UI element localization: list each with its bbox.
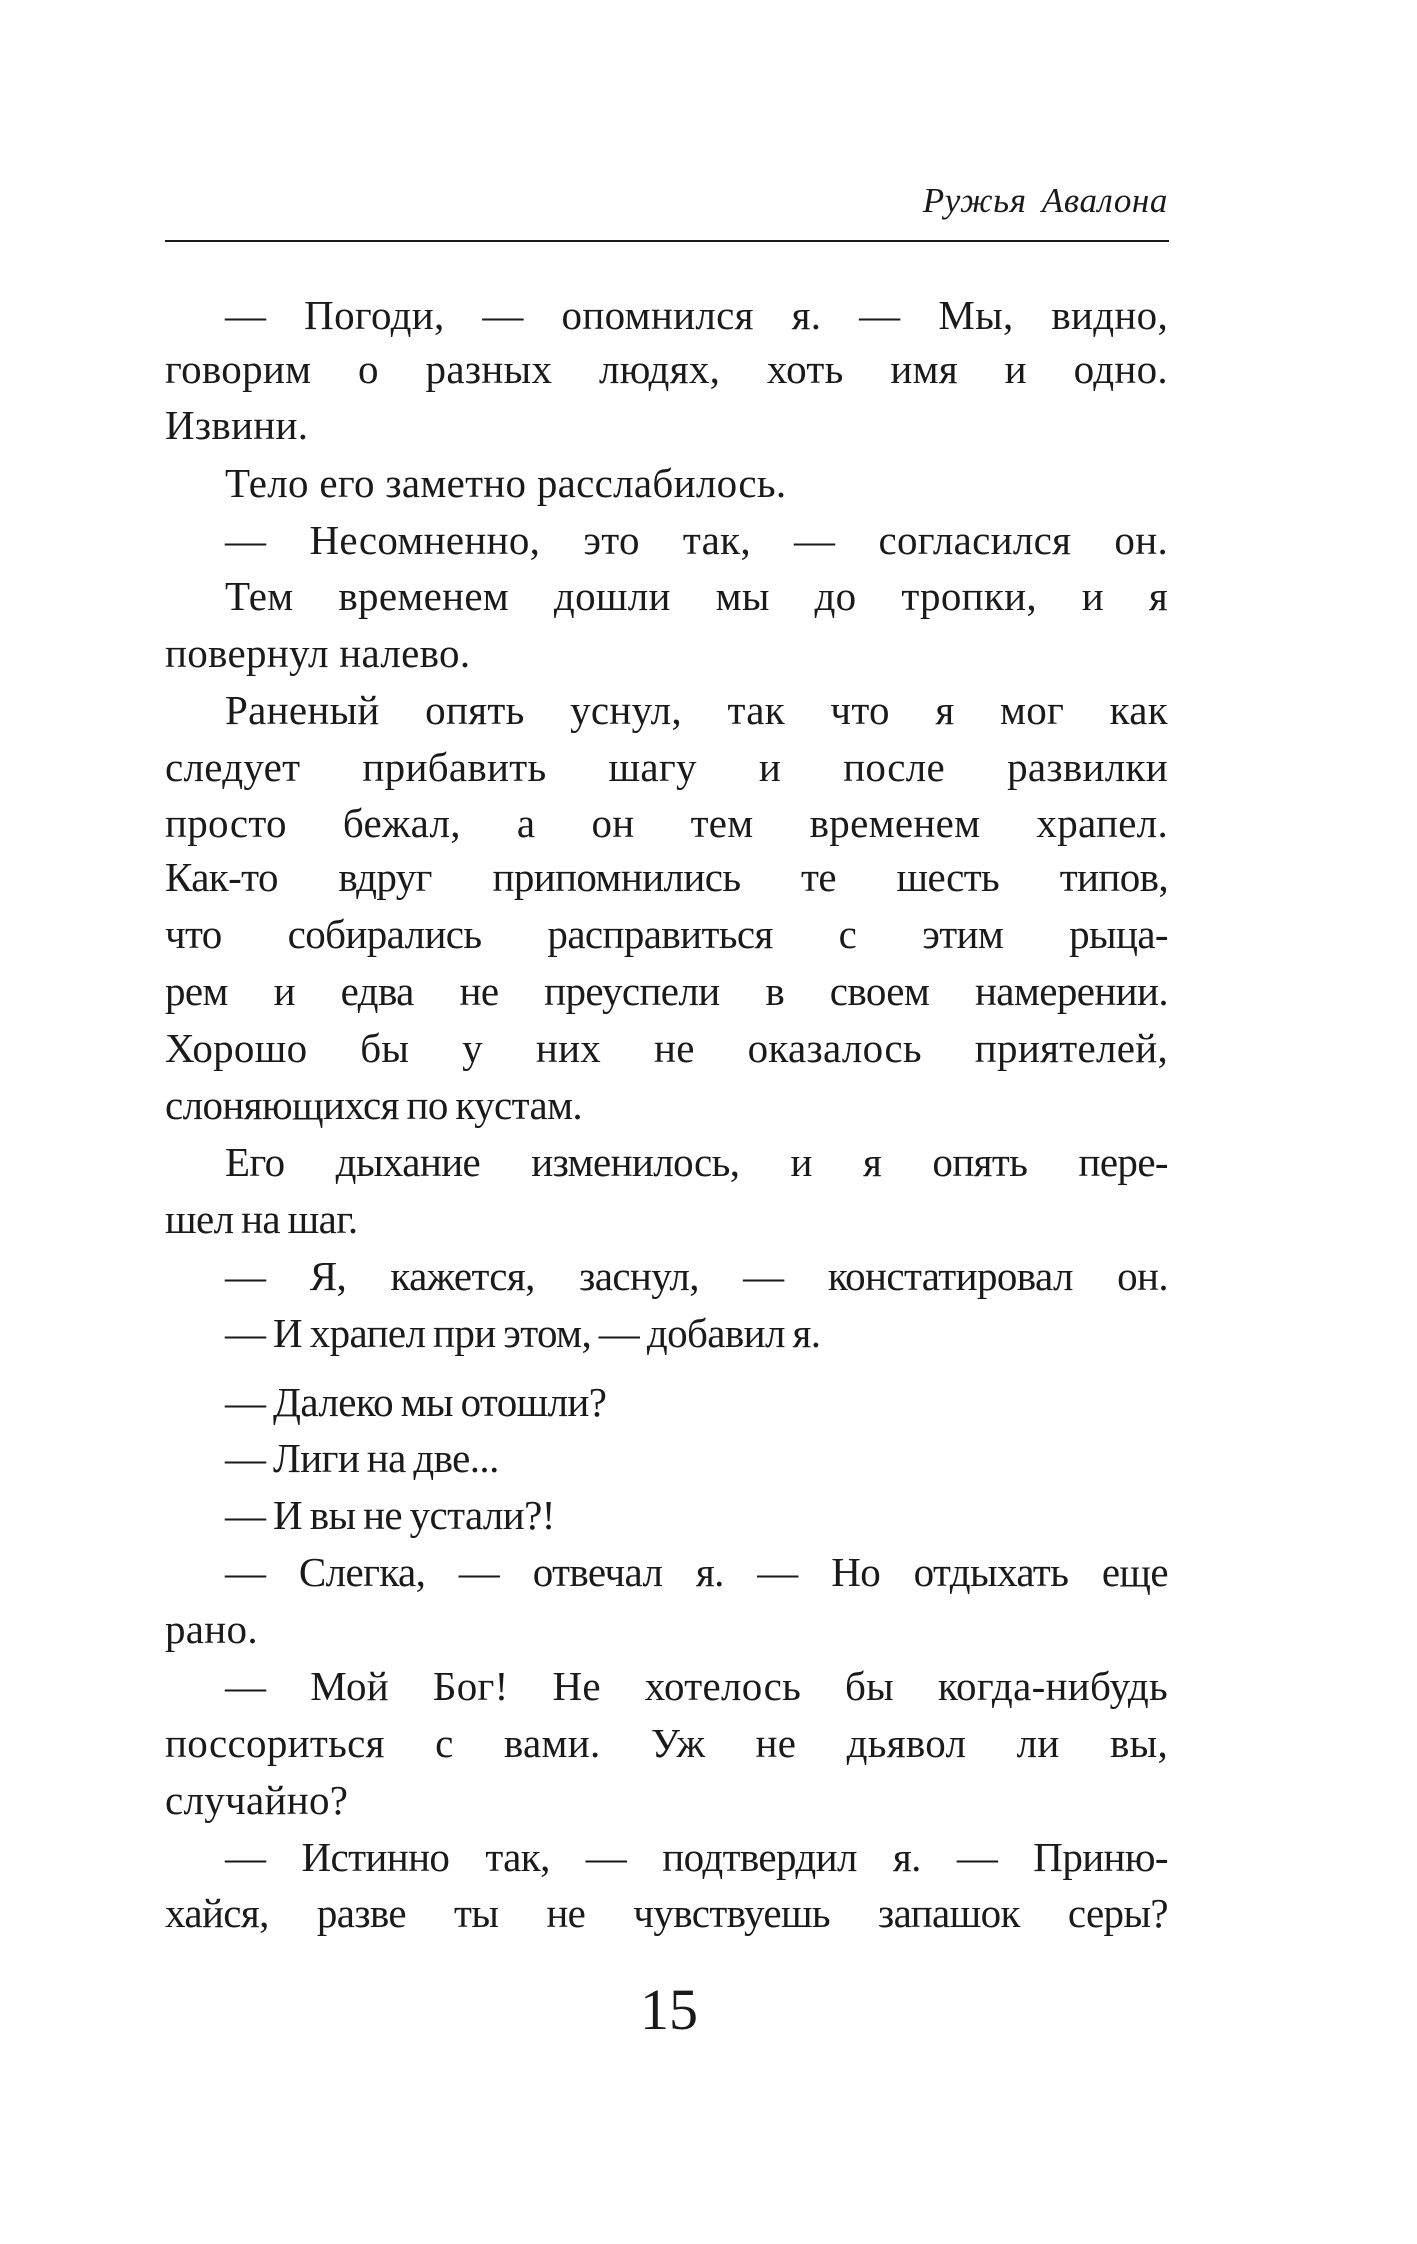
text-line: — Мой Бог! Не хотелось бы когда-нибудь xyxy=(225,1663,1168,1709)
text-line: — Несомненно, это так, — согласился он. xyxy=(225,517,1168,563)
text-line: слоняющихся по кустам. xyxy=(165,1082,583,1128)
text-line: — Погоди, — опомнился я. — Мы, видно, xyxy=(225,292,1168,338)
text-line: — Лиги на две... xyxy=(225,1435,499,1481)
text-line: Тем временем дошли мы до тропки, и я xyxy=(225,573,1168,619)
page-number: 15 xyxy=(640,1977,698,2042)
text-line: хайся, разве ты не чувствуешь запашок серы? xyxy=(165,1890,1168,1936)
running-head-title: Ружья Авалона xyxy=(922,181,1168,220)
text-line: повернул налево. xyxy=(165,630,471,676)
text-line: поссориться с вами. Уж не дьявол ли вы, xyxy=(165,1720,1168,1766)
text-line: Тело его заметно расслабилось. xyxy=(225,460,787,506)
text-line: случайно? xyxy=(165,1777,349,1823)
text-line: — Истинно так, — подтвердил я. — Приню- xyxy=(225,1834,1168,1880)
text-line: Хорошо бы у них не оказалось приятелей, xyxy=(165,1025,1168,1071)
text-line: — И вы не устали?! xyxy=(225,1492,555,1538)
text-line: следует прибавить шагу и после развилки xyxy=(165,744,1168,790)
text-line: говорим о разных людях, хоть имя и одно. xyxy=(165,346,1168,392)
text-line: — Слегка, — отвечал я. — Но отдыхать еще xyxy=(225,1549,1168,1595)
text-line: — И храпел при этом, — добавил я. xyxy=(225,1310,821,1356)
text-line: Его дыхание изменилось, и я опять пере- xyxy=(225,1139,1168,1185)
header-rule-divider xyxy=(165,240,1169,242)
text-line: просто бежал, а он тем временем храпел. xyxy=(165,800,1168,846)
text-line: — Далеко мы отошли? xyxy=(225,1379,607,1425)
text-line: Как-то вдруг припомнились те шесть типов, xyxy=(165,854,1168,900)
text-line: — Я, кажется, заснул, — констатировал он. xyxy=(225,1253,1168,1299)
text-line: рем и едва не преуспели в своем намерении. xyxy=(165,968,1168,1014)
text-line: Извини. xyxy=(165,402,309,448)
text-line: рано. xyxy=(165,1606,258,1652)
text-line: шел на шаг. xyxy=(165,1196,358,1242)
text-line: что собирались расправиться с этим рыца- xyxy=(165,911,1168,957)
text-line: Раненый опять уснул, так что я мог как xyxy=(225,687,1168,733)
